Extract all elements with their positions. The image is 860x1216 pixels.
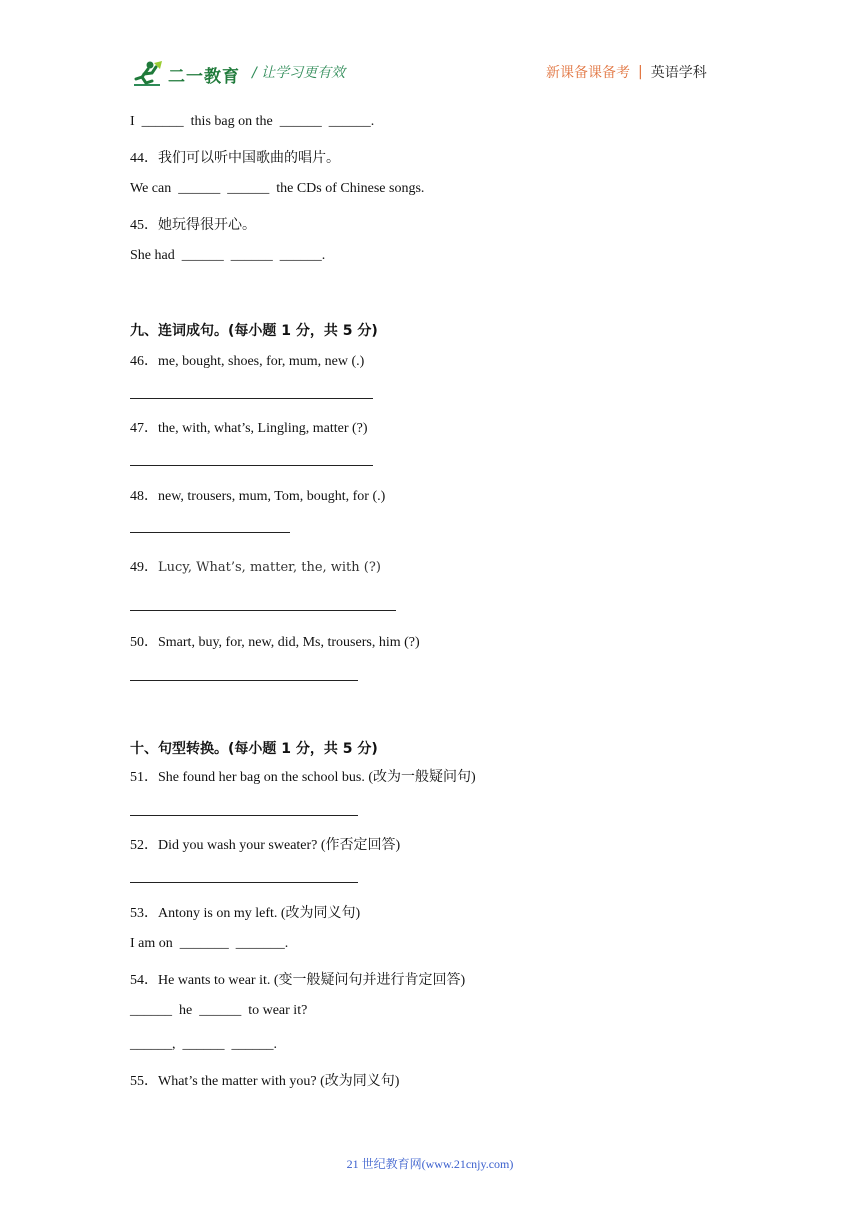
page-footer: 21 世纪教育网(www.21cnjy.com) <box>346 1157 514 1171</box>
question-53: 53．Antony is on my left. (改为同义句) <box>130 906 361 921</box>
answer-rule-49 <box>130 610 396 611</box>
answer-line-54b: ______, ______ ______. <box>130 1037 277 1052</box>
answer-line-53: I am on _______ _______. <box>130 936 289 951</box>
section-9-title: 九、连词成句。(每小题 1 分，共 5 分) <box>130 323 378 339</box>
answer-line-43: I ______ this bag on the ______ ______. <box>130 114 375 129</box>
header-separator: | <box>638 64 643 80</box>
runner-logo-icon <box>130 59 166 89</box>
question-51: 51．She found her bag on the school bus. (改为一般疑问句) <box>130 770 476 785</box>
answer-rule-48 <box>130 532 290 533</box>
logo <box>130 58 240 90</box>
answer-rule-47 <box>130 465 373 466</box>
question-50: 50．Smart, buy, for, new, did, Ms, trousers, him (?) <box>130 635 420 650</box>
header-tagline: 新课备课备考 <box>546 65 630 81</box>
question-45: 45．她玩得很开心。 <box>130 218 256 233</box>
answer-rule-46 <box>130 398 373 399</box>
section-10-title: 十、句型转换。(每小题 1 分，共 5 分) <box>130 741 378 757</box>
slogan: / 让学习更有效 <box>252 65 346 81</box>
question-52: 52．Did you wash your sweater? (作否定回答) <box>130 838 401 853</box>
answer-rule-51 <box>130 815 358 816</box>
header-right <box>546 62 707 82</box>
answer-line-45: She had ______ ______ ______. <box>130 248 326 263</box>
logo-text: 二一教育 <box>168 66 240 87</box>
question-46: 46．me, bought, shoes, for, mum, new (.) <box>130 354 365 369</box>
question-49 <box>130 556 381 576</box>
question-49-number: 49． <box>130 560 158 575</box>
header-subject: 英语学科 <box>650 65 707 81</box>
question-47: 47．the, with, what’s, Lingling, matter (?) <box>130 421 368 436</box>
question-49-text: Lucy, What’s, matter, the, with (?) <box>158 560 381 575</box>
answer-rule-50 <box>130 680 358 681</box>
question-48: 48．new, trousers, mum, Tom, bought, for (.) <box>130 489 386 504</box>
question-54: 54．He wants to wear it. (变一般疑问句并进行肯定回答) <box>130 973 466 988</box>
answer-line-44: We can ______ ______ the CDs of Chinese songs. <box>130 181 425 196</box>
question-44: 44．我们可以听中国歌曲的唱片。 <box>130 151 340 166</box>
question-55: 55．What’s the matter with you? (改为同义句) <box>130 1074 400 1089</box>
answer-rule-52 <box>130 882 358 883</box>
answer-line-54a: ______ he ______ to wear it? <box>130 1003 308 1018</box>
